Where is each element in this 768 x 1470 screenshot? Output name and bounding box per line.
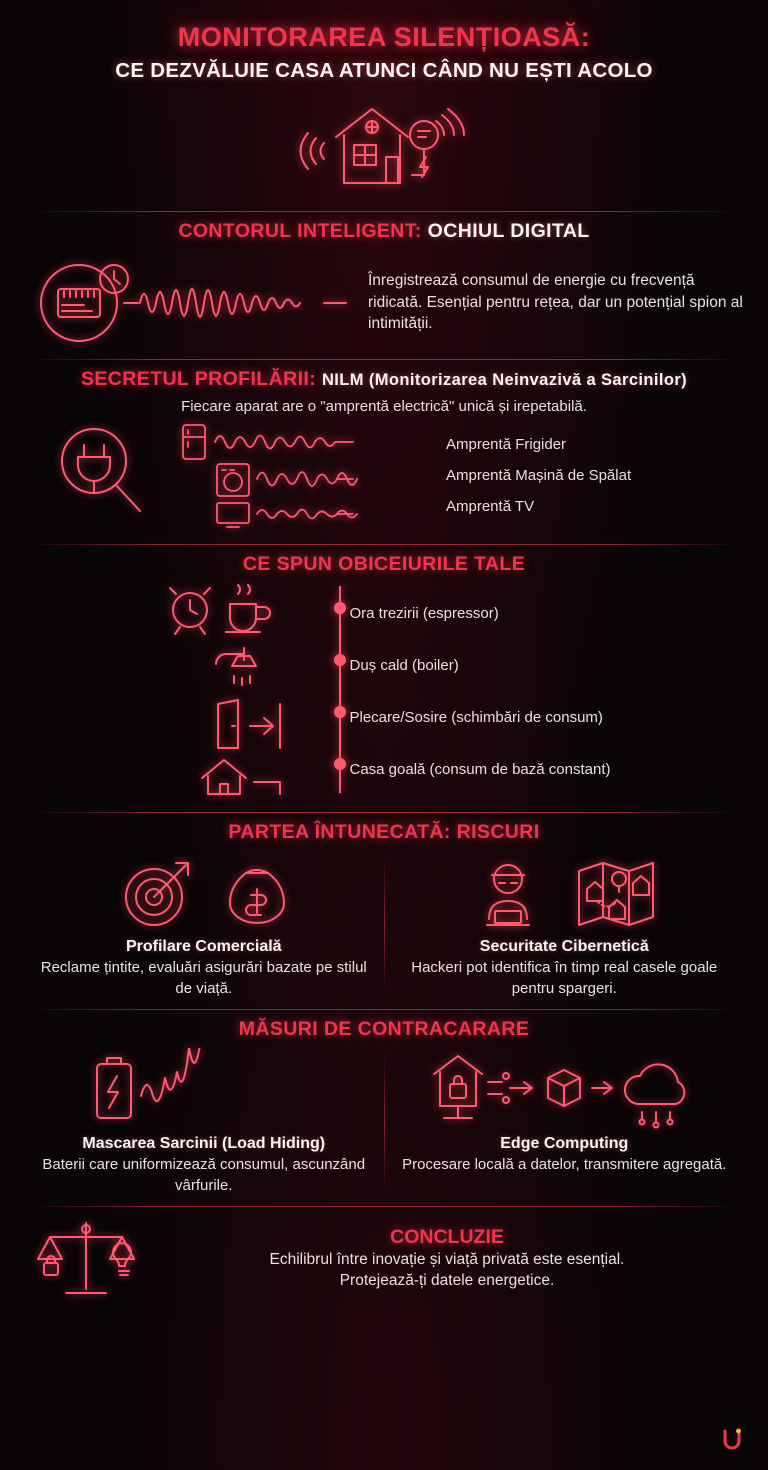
nilm-signature-graphs bbox=[175, 419, 440, 534]
countermeasures-section bbox=[0, 1010, 768, 1196]
shower-icon bbox=[216, 648, 256, 685]
hacker-laptop-icon bbox=[469, 853, 547, 933]
countermeasure-body-0: Baterii care uniformizează consumul, ascunzând vârfurile. bbox=[42, 1156, 366, 1194]
countermeasure-heading-1: Edge Computing bbox=[500, 1135, 629, 1153]
empty-house-icon bbox=[202, 760, 280, 794]
nilm-signature-labels bbox=[446, 419, 744, 522]
nilm-title-accent: SECRETUL PROFILĂRII: bbox=[80, 368, 317, 391]
target-arrow-icon bbox=[116, 853, 196, 933]
battery-waveform-icon bbox=[79, 1048, 329, 1132]
conclusion-body-line2: Protejează-ți datele energetice. bbox=[339, 1272, 555, 1290]
countermeasure-column-edge bbox=[385, 1047, 745, 1196]
signature-label-1: Amprentă Mașină de Spălat bbox=[446, 466, 632, 484]
plug-magnifier-icon bbox=[24, 419, 169, 529]
map-houses-icon bbox=[573, 853, 659, 933]
hero-illustration bbox=[0, 89, 768, 201]
risks-title: PARTEA ÎNTUNECATĂ: RISCURI bbox=[228, 820, 540, 843]
habit-label-1: Duș cald (boiler) bbox=[349, 657, 459, 675]
risk-column-commercial bbox=[24, 850, 384, 999]
countermeasures-title: MĂSURI DE CONTRACARARE bbox=[238, 1017, 530, 1040]
habits-labels bbox=[350, 582, 611, 802]
smart-meter-body: Înregistrează consumul de energie cu frecvență ridicată. Esențial pentru rețea, dar un potențial spion al intimității. bbox=[368, 272, 743, 332]
conclusion-body-line1: Echilibrul între inovație și viață privată este esențial. bbox=[269, 1250, 625, 1268]
nilm-title bbox=[24, 368, 744, 391]
conclusion-section bbox=[0, 1207, 768, 1305]
smart-meter-title-accent: CONTORUL INTELIGENT: bbox=[178, 219, 422, 242]
balance-scale-lock-bulb-icon bbox=[26, 1213, 146, 1305]
fridge-icon bbox=[183, 425, 205, 459]
house-lock-edge-cloud-icon bbox=[424, 1048, 704, 1132]
alarm-clock-coffee-icon bbox=[170, 585, 270, 634]
signature-label-0: Amprentă Frigider bbox=[446, 435, 567, 453]
habits-section bbox=[0, 545, 768, 802]
risk-heading-0: Profilare Comercială bbox=[125, 938, 282, 956]
habits-illustration bbox=[158, 582, 308, 802]
countermeasure-body-1: Procesare locală a datelor, transmitere agregată. bbox=[402, 1156, 727, 1174]
smart-meter-title bbox=[24, 220, 744, 243]
smart-meter-title-white: OCHIUL DIGITAL bbox=[427, 219, 590, 242]
signature-label-2: Amprentă TV bbox=[446, 497, 535, 515]
risk-body-0: Reclame țintite, evaluări asigurări bazate pe stilul de viață. bbox=[40, 959, 367, 997]
risks-section bbox=[0, 813, 768, 999]
page-title-line1: MONITORAREA SILENȚIOASĂ: bbox=[177, 22, 591, 52]
habits-title: CE SPUN OBICEIURILE TALE bbox=[242, 552, 526, 575]
washing-machine-icon bbox=[217, 464, 249, 496]
risk-body-1: Hackeri pot identifica în timp real casele goale pentru spargeri. bbox=[411, 959, 718, 997]
countermeasure-column-load-hiding bbox=[24, 1047, 384, 1196]
habits-icon-column bbox=[158, 582, 308, 797]
page-title-line2: CE DEZVĂLUIE CASA ATUNCI CÂND NU EȘTI ACOLO bbox=[115, 59, 653, 83]
habit-label-2: Plecare/Sosire (schimbări de consum) bbox=[349, 709, 603, 727]
timeline-axis-icon bbox=[330, 582, 350, 797]
nilm-title-white: NILM (Monitorizarea Neinvazivă a Sarcinilor) bbox=[321, 371, 688, 390]
brand-logo bbox=[718, 1426, 746, 1454]
risk-heading-1: Securitate Cibernetică bbox=[479, 938, 649, 956]
nilm-subtitle: Fiecare aparat are o "amprentă electrică" unică și irepetabilă. bbox=[181, 397, 587, 415]
habits-timeline bbox=[330, 582, 350, 802]
brand-logo-icon bbox=[718, 1426, 746, 1454]
smart-meter-clock-waveform-icon bbox=[24, 253, 354, 349]
nilm-illustration bbox=[24, 419, 169, 529]
smart-meter-section bbox=[0, 212, 768, 349]
header bbox=[0, 0, 768, 83]
appliance-signature-waveforms bbox=[175, 419, 440, 529]
money-bag-icon bbox=[222, 853, 292, 933]
conclusion-illustration bbox=[26, 1213, 146, 1305]
countermeasure-heading-0: Mascarea Sarcinii (Load Hiding) bbox=[82, 1135, 326, 1153]
tv-icon bbox=[217, 503, 249, 527]
conclusion-title: CONCLUZIE bbox=[390, 1225, 504, 1248]
smart-home-meter-signal-icon bbox=[284, 91, 484, 199]
risk-column-cyber bbox=[385, 850, 745, 999]
door-exit-icon bbox=[218, 700, 280, 748]
smart-meter-illustration bbox=[24, 253, 354, 349]
habit-label-0: Ora trezirii (espressor) bbox=[349, 605, 499, 623]
nilm-section bbox=[0, 360, 768, 533]
habit-label-3: Casa goală (consum de bază constant) bbox=[349, 761, 611, 779]
